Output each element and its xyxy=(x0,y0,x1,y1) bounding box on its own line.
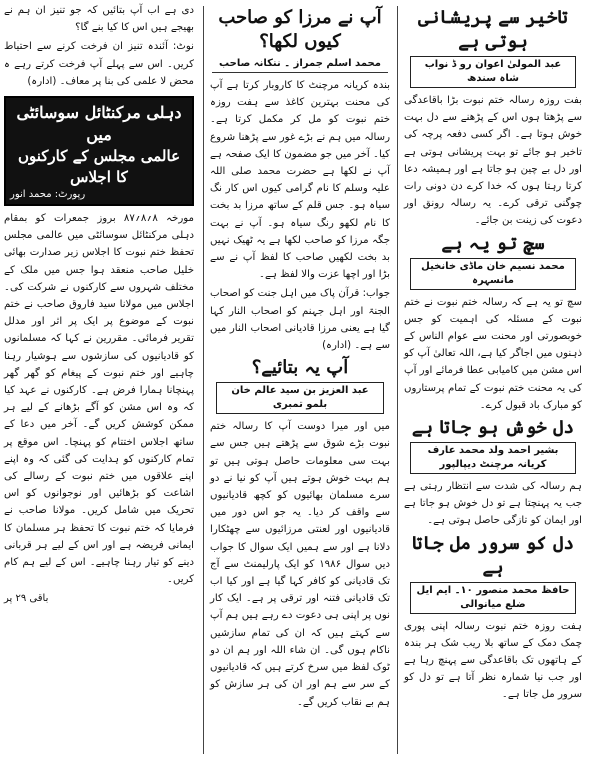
right-column xyxy=(398,0,590,760)
article-title: دل خوش ہو جاتا ہے xyxy=(411,417,575,439)
article-body: میں اور میرا دوست آپ کا رسالہ ختم نبوت بڑے شوق سے پڑھتے ہیں جس سے بہت سی معلومات حاصل ہوتی ہیں تو ہم بہت خوش ہوتے ہیں آپ کو نیا نے دو سرے مسلمان بھائیوں کو کچھ قادیانیوں سے واقف کر دیا۔ یہ جو اس دور میں قادیانیوں اور لعنتی مرزائیوں سے چھٹکارا دلانا ہے اور سے ہمیں ایک سوال کا جواب دیں سوال ۱۹۸۶ کو ایک پارلیمنٹ سے آج تک قادیانی کو کافر کہا گیا ہے اور کیا اب تک قادیانی فتنہ اور ترقی پر ہے۔ ایک کار نوں پر اپنی ہی دعوت دے رہے ہیں ہم آپ سے کہتے ہیں کہ ان کی تمام سازشیں ناکام ہوں گی۔ ان شاء اللہ اور ہم ان دو ٹوک لفظ میں سرخ کرتے ہیں کہ قادیانیوں کے سر سے ہم اور ان کی ہر سازش کو ہم بے نقاب کریں گے۔ xyxy=(210,421,390,708)
article-title: دل کو سرور مل جاتا ہے xyxy=(411,532,575,578)
article-byline: بشیر احمد ولد محمد عارف کریانہ مرچنٹ دیپالپور xyxy=(410,442,576,474)
article-byline: حافظ محمد منصور ۱۰۔ ایم ایل ضلع میانوالی xyxy=(410,582,576,614)
article-title: آپ نے مرزا کو صاحب کیوں لکھا؟ xyxy=(218,7,382,52)
middle-column xyxy=(204,0,396,760)
report-banner xyxy=(4,96,194,206)
article-body: ہم رسالہ کی شدت سے انتظار رہتی ہے جب یہ پہنچتا ہے تو دل خوش ہو جاتا ہے اور ایمان کو تازگی حاصل ہوتی ہے۔ xyxy=(404,481,582,527)
banner-title: دہلی مرکنٹائل سوسائٹی میں xyxy=(16,103,182,145)
article-title: سچ تو یہ ہے xyxy=(441,232,545,254)
editor-reply: جواب: قرآن پاک میں اہل جنت کو اصحاب الجنۃ اور اہل جہنم کو اصحاب النار کہا گیا ہے یعنی مرزا قادیانی اصحاب النار میں سے ہے۔ (ادارہ) xyxy=(210,288,390,352)
editor-note: نوٹ: آئندہ تنیز ان فرخت کرنے سے احتیاط کریں۔ اس سے پہلے آپ فرخت کرتے رہے ہ محض لا علمی کی بنا پر معاف۔ (ادارہ) xyxy=(4,41,194,87)
banner-subtitle: عالمی مجلس کے کارکنوں کا اجلاس xyxy=(17,147,181,187)
column-divider xyxy=(397,6,398,754)
article-title: تاخیر سے پریشانی ہوتی ہے xyxy=(418,7,568,52)
article-body: دی ہے اب آپ بتائیں کہ جو تنیز ان ہم نے بھیجے ہیں اس کا کیا بنے گا؟ xyxy=(4,5,194,34)
banner-reporter: رپورٹ: محمد انور xyxy=(10,189,86,201)
article-body: ہفت روزہ ختم نبوت رسالہ اپنی پوری چمک دمک کے ساتھ بلا ریب شک ہر بندہ کے ہاتھوں تک باقاعدگی سے پہنچ رہا ہے اور جب نیا شمارہ نظر آتا ہے تو دل کو سرور مل جاتا ہے۔ xyxy=(404,620,582,701)
article-byline: عبد المولیٰ اعوان رو ڈ نواب شاہ سندھ xyxy=(410,56,576,88)
article-byline: محمد نسیم خان ماڈی خانخیل مانسہرہ xyxy=(410,258,576,290)
article-title: آپ یہ بتائیے؟ xyxy=(251,357,349,379)
continued-note: باقی ۲۹ پر xyxy=(4,593,49,605)
article-byline: عبد العزیز بن سید عالم خان بلمو تمبری xyxy=(216,382,384,414)
report-body: مورخہ ۸؍۸؍۸۷ بروز جمعرات کو بمقام دہلی مرکنٹائل سوسائٹی میں عالمی مجلس تحفظ ختم نبوت کا اجلاس زیر صدارت بھائی خلیل صاحب منعقد ہوا جس میں ملک کے مختلف شہروں سے کارکنوں نے شرکت کی۔ اجلاس میں مولانا سید فاروق صاحب نے ختم نبوت کے موضوع پر ایک پر اثر اور مدلل تقریر فرمائی۔ مقررین نے کہا کہ مسلمانوں کو قادیانیوں کی سازشوں سے ہوشیار رہنا چاہیے اور ختم نبوت کے پیغام کو گھر گھر پہنچانا ہمارا فرض ہے۔ کارکنوں نے عہد کیا کہ وہ اس مشن کو آگے بڑھانے کے لیے ہر ممکن کوشش کریں گے۔ آخر میں دعا کے ساتھ اجلاس اختتام کو پہنچا۔ اس موقع پر تمام کارکنوں کو ہدایت کی گئی کہ وہ اپنے اپنے علاقوں میں ختم نبوت کے رسالے کی اشاعت کو بڑھائیں اور نوجوانوں کو اس تحریک میں شامل کریں۔ مولانا صاحب نے فرمایا کہ ختم نبوت کا تحفظ ہر مسلمان کا ایمانی فریضہ ہے اور اس کے لیے ہر قربانی دینے کو تیار رہنا چاہیے۔ اس کے لیے ہم کام کریں۔ xyxy=(4,213,194,586)
article-byline: محمد اسلم جمراز ۔ ننکانہ صاحب xyxy=(212,56,388,73)
column-divider xyxy=(203,6,204,754)
article-body: بفت روزہ رسالہ ختم نبوت بڑا باقاعدگی سے پڑھتا ہوں اس کے پڑھنے سے دل بہت خوش ہوتا ہے۔ اگر کسی دفعہ پرچہ کی تاخیر ہو جائے تو بہت پریشانی ہوتی ہے اور دل بے چین ہو جاتا ہے اور ہمیشہ دعا کرتا رہتا ہوں کہ خدا کرے دن دونی رات چوگنی ترقی کرے۔ یہ رسالہ رونق اور دعوت کی زینت بن جائے۔ xyxy=(404,95,582,227)
article-body: سچ تو یہ ہے کہ رسالہ ختم نبوت نے ختم نبوت کے مسئلہ کی اہمیت کو جس خوبصورتی اور محنت سے عوام الناس کے ذہنوں میں اجاگر کیا ہے، اللہ تعالیٰ آپ کو اس مشن میں کامیابی عطا فرمائے اور آپ کی یہ محنت ختم نبوت کے تمام پرستاروں کو مبارک باد قبول کرے۔ xyxy=(404,296,582,411)
article-body: بندہ کریانہ مرچنٹ کا کاروبار کرتا ہے آپ کی محنت بہترین کاغذ سے ہفت روزہ ختم نبوت کو مل کر مکمل کرتا ہے۔ رسالہ میں ہم نے بڑے غور سے پڑھنا شروع کیا۔ آخر میں جو مضمون کا ایک صفحہ ہے آپ نے لکھا ہے حضرت محمد صلی اللہ علیہ وسلم کا نام گرامی کیوں اس کار نگ سیاہ ہو۔ جس قلم کے ساتھ مرزا بد بخت کا نام لکھو رنگ سیاہ ہو۔ آپ نے بہت جگہ مرزا کو صاحب لکھا ہے یہ ٹھیک نہیں بد بخت لکھیں صاحب کا لفظ آپ نے سے بڑا اور اچھا عزت والا لفظ ہے۔ xyxy=(210,80,390,281)
left-column xyxy=(0,0,202,760)
